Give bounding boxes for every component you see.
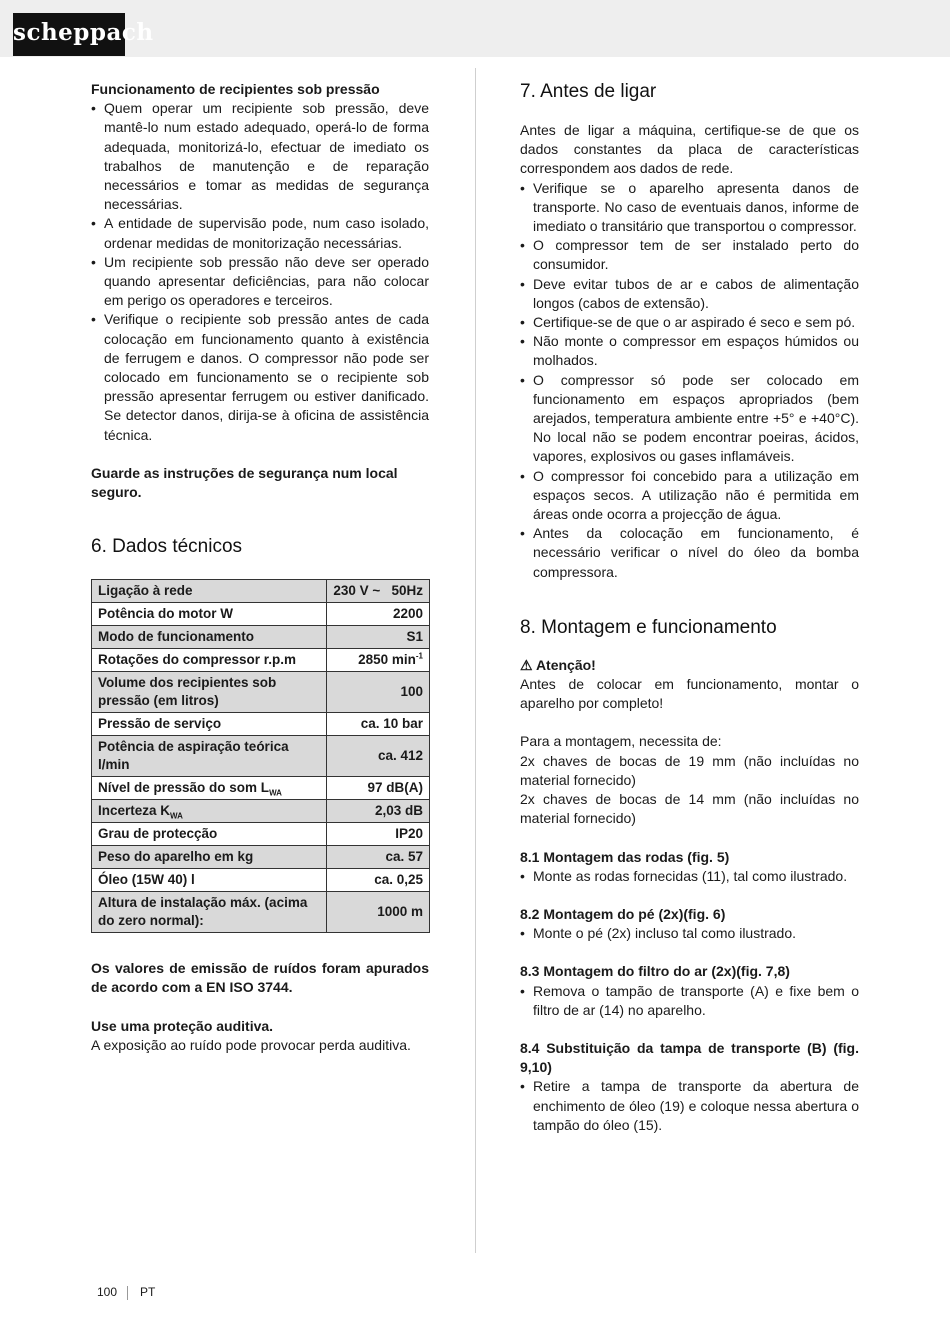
- footer-separator: [127, 1286, 128, 1300]
- header-bar: [0, 0, 950, 57]
- page-number: 100: [97, 1285, 118, 1299]
- pressure-vessel-heading: Funcionamento de recipientes sob pressão: [91, 81, 380, 97]
- hearing-protection-text: A exposição ao ruído pode provocar perda auditiva.: [91, 1036, 411, 1053]
- pressure-vessel-list: [91, 99, 429, 445]
- spec-label: Potência do motor W: [92, 603, 327, 626]
- tools-needed-item: 2x chaves de bocas de 19 mm (não incluídas no material fornecido): [520, 752, 859, 788]
- tools-needed-item: 2x chaves de bocas de 14 mm (não incluídas no material fornecido): [520, 791, 859, 827]
- spec-label-text: Incerteza K: [98, 803, 171, 819]
- page-footer: [97, 1285, 155, 1300]
- spec-label: Altura de instalação máx. (acima do zero normal):: [92, 892, 327, 933]
- spec-label: [92, 777, 327, 800]
- spec-value: 1000 m: [327, 892, 430, 933]
- list-item: • Deve evitar tubos de ar e cabos de alimentação longos (cabos de extensão).: [520, 275, 859, 313]
- table-row: [92, 626, 430, 649]
- column-divider: [475, 68, 476, 1253]
- list-item: • Remova o tampão de transporte (A) e fixe bem o filtro de ar (14) no aparelho.: [520, 982, 859, 1020]
- list-item: • Quem operar um recipiente sob pressão, deve mantê-lo num estado adequado, operá-lo de forma adequada, monitorizá-lo, efectuar de imediato os trabalhos de manutenção e de reparação necessários e tomar as medidas de segurança necessárias.: [91, 99, 429, 214]
- section-8-3-heading: 8.3 Montagem do filtro do ar (2x)(fig. 7,8): [520, 963, 790, 980]
- spec-label: Volume dos recipientes sob pressão (em litros): [92, 672, 327, 713]
- spec-label: Peso do aparelho em kg: [92, 846, 327, 869]
- list-item: • O compressor só pode ser colocado em funcionamento em espaços apropriados (bem arejados, temperatura ambiente entre +5° e +40°C). No local não se podem encontrar poeiras, ácidos, vapores, explosivos ou gases inflamáveis.: [520, 371, 859, 467]
- warning-triangle-icon: ⚠: [520, 656, 533, 673]
- spec-label: Modo de funcionamento: [92, 626, 327, 649]
- hearing-protection-heading: Use uma proteção auditiva.: [91, 1017, 274, 1034]
- list-item: • Um recipiente sob pressão não deve ser operado quando apresentar deficiências, para não colocar em perigo os operadores e terceiros.: [91, 253, 429, 311]
- spec-value: 100: [327, 672, 430, 713]
- table-row: [92, 869, 430, 892]
- section-8-2-list: [520, 924, 859, 943]
- table-row: [92, 603, 430, 626]
- section-7-heading: 7. Antes de ligar: [520, 81, 657, 102]
- spec-label-subscript: WA: [170, 811, 183, 821]
- spec-value: [327, 649, 430, 672]
- spec-value-text: 2850 min: [358, 652, 416, 668]
- scheppach-logo: scheppach: [13, 13, 125, 56]
- table-row: [92, 777, 430, 800]
- spec-value: 230 V ~ 50Hz: [327, 580, 430, 603]
- spec-label: Rotações do compressor r.p.m: [92, 649, 327, 672]
- warning-line: [520, 656, 859, 675]
- section-8-2-heading: 8.2 Montagem do pé (2x)(fig. 6): [520, 905, 726, 922]
- section-8-4-heading: 8.4 Substituição da tampa de transporte (B) (fig. 9,10): [520, 1039, 859, 1076]
- spec-value-exponent: -1: [415, 651, 423, 661]
- section-7-intro: Antes de ligar a máquina, certifique-se de que os dados constantes da placa de características correspondem aos dados de rede.: [520, 122, 859, 177]
- tools-needed-intro: Para a montagem, necessita de:: [520, 733, 722, 750]
- spec-value: S1: [327, 626, 430, 649]
- spec-value: 97 dB(A): [327, 777, 430, 800]
- table-row: [92, 736, 430, 777]
- spec-value: IP20: [327, 823, 430, 846]
- list-item: • Verifique o recipiente sob pressão antes de cada colocação em funcionamento quanto à existência de ferrugem e danos. O compressor não pode ser colocado em funcionamento se o recipiente sob pressão apresentar ferrugem ou estiver danificado. Se detector danos, dirija-se à oficina de assistência técnica.: [91, 310, 429, 444]
- warning-text: Antes de colocar em funcionamento, montar o aparelho por completo!: [520, 676, 859, 712]
- spec-value: ca. 412: [327, 736, 430, 777]
- table-row: [92, 649, 430, 672]
- list-item: • A entidade de supervisão pode, num caso isolado, ordenar medidas de monitorização necessárias.: [91, 214, 429, 252]
- table-row: [92, 580, 430, 603]
- spec-value: ca. 57: [327, 846, 430, 869]
- spec-label: [92, 800, 327, 823]
- spec-value: 2,03 dB: [327, 800, 430, 823]
- noise-emission-note: Os valores de emissão de ruídos foram apurados de acordo com a EN ISO 3744.: [91, 960, 429, 996]
- keep-instructions-note: Guarde as instruções de segurança num local seguro.: [91, 464, 398, 501]
- table-row: [92, 892, 430, 933]
- spec-label: Grau de protecção: [92, 823, 327, 846]
- list-item: • Antes da colocação em funcionamento, é necessário verificar o nível do óleo da bomba compressora.: [520, 524, 859, 582]
- spec-value: ca. 0,25: [327, 869, 430, 892]
- table-row: [92, 713, 430, 736]
- section-6-heading: 6. Dados técnicos: [91, 536, 243, 558]
- technical-data-table: [91, 579, 430, 933]
- table-row: [92, 823, 430, 846]
- table-row: [92, 672, 430, 713]
- language-code: PT: [140, 1285, 156, 1299]
- spec-value: 2200: [327, 603, 430, 626]
- section-8-4-list: [520, 1077, 859, 1135]
- spec-label: Potência de aspiração teórica l/min: [92, 736, 327, 777]
- list-item: • O compressor foi concebido para a utilização em espaços secos. A utilização não é permitida em áreas onde ocorra a projecção de água.: [520, 467, 859, 525]
- right-column: [520, 80, 859, 1135]
- list-item: • Monte as rodas fornecidas (11), tal como ilustrado.: [520, 867, 859, 886]
- list-item: • Verifique se o aparelho apresenta danos de transporte. No caso de eventuais danos, informe de imediato o transitário que transportou o compressor.: [520, 179, 859, 237]
- table-row: [92, 846, 430, 869]
- list-item: • Retire a tampa de transporte da abertura de enchimento de óleo (19) e coloque nessa abertura o tampão do óleo (15).: [520, 1077, 859, 1135]
- spec-value: ca. 10 bar: [327, 713, 430, 736]
- list-item: • Monte o pé (2x) incluso tal como ilustrado.: [520, 924, 859, 943]
- spec-label-text: Nível de pressão do som L: [98, 780, 270, 796]
- table-row: [92, 800, 430, 823]
- list-item: • Não monte o compressor em espaços húmidos ou molhados.: [520, 332, 859, 370]
- list-item: • Certifique-se de que o ar aspirado é seco e sem pó.: [520, 313, 859, 332]
- section-8-heading: 8. Montagem e funcionamento: [520, 616, 777, 638]
- list-item: • O compressor tem de ser instalado perto do consumidor.: [520, 236, 859, 274]
- section-8-1-list: [520, 867, 859, 886]
- section-8-1-heading: 8.1 Montagem das rodas (fig. 5): [520, 848, 730, 865]
- spec-label: Pressão de serviço: [92, 713, 327, 736]
- section-8-3-list: [520, 982, 859, 1020]
- spec-label: Óleo (15W 40) l: [92, 869, 327, 892]
- spec-label-subscript: WA: [269, 788, 282, 798]
- section-7-list: [520, 179, 859, 582]
- warning-label: Atenção!: [535, 656, 596, 673]
- left-column: [91, 80, 429, 1055]
- spec-label: Ligação à rede: [92, 580, 327, 603]
